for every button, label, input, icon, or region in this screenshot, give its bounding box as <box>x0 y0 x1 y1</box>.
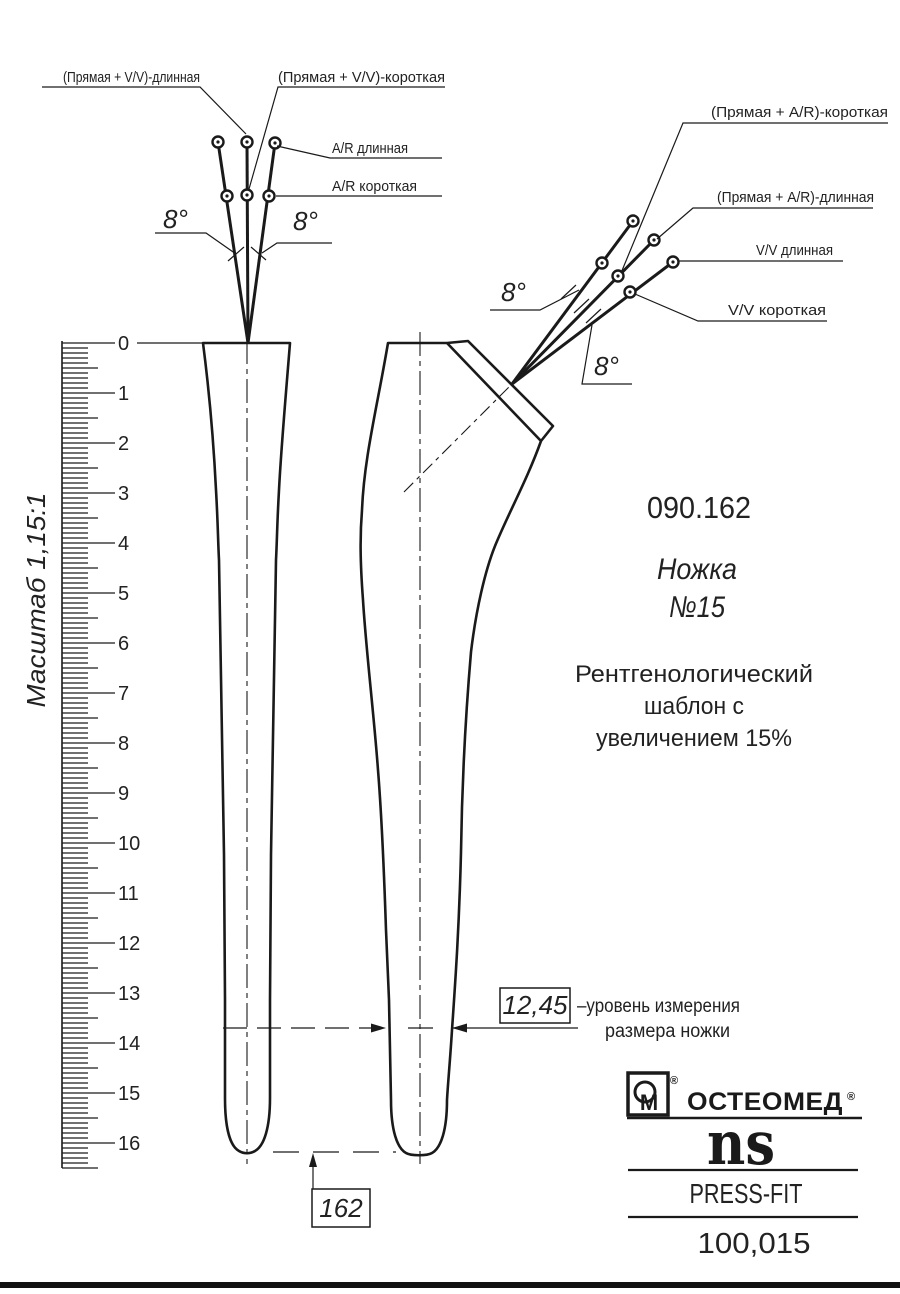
marker-dot <box>671 260 674 263</box>
label-straight-ar-long: (Прямая + A/R)-длинная <box>717 189 874 206</box>
marker-dot <box>267 194 270 197</box>
marker-dot <box>273 141 276 144</box>
angle-value-lower: 8° <box>594 351 619 381</box>
page-bottom-border <box>0 1282 900 1288</box>
stem-frontal-view <box>203 340 290 1164</box>
ruler-number: 5 <box>118 583 130 605</box>
marker-dot <box>631 219 634 222</box>
logo-registered-mark: ® <box>670 1075 679 1087</box>
part-code: 090.162 <box>647 490 751 525</box>
part-description-line3: увеличением 15% <box>596 725 792 752</box>
angle-leader-right <box>262 243 332 253</box>
ruler-number: 11 <box>118 883 139 905</box>
label-ar-short: A/R короткая <box>332 178 417 195</box>
part-title-block <box>575 490 813 752</box>
label-straight-vv-short: (Прямая + V/V)-короткая <box>278 69 445 86</box>
ruler-number: 13 <box>118 983 141 1005</box>
stem-lateral-view <box>361 332 553 1164</box>
brand-registered-mark: ® <box>847 1091 856 1103</box>
angle-value-right: 8° <box>293 206 318 236</box>
marker-dot <box>600 261 603 264</box>
part-description-line2: шаблон с <box>644 693 744 720</box>
fan-line-middle <box>512 240 654 384</box>
marker-dot <box>216 140 219 143</box>
marker-dot <box>245 193 248 196</box>
product-line: ns <box>707 1109 775 1179</box>
part-name: Ножка <box>657 553 737 586</box>
ruler-number: 15 <box>118 1083 141 1105</box>
ruler-number: 4 <box>118 533 130 555</box>
part-number: №15 <box>669 591 726 624</box>
marker-dot <box>245 140 248 143</box>
measurement-ruler <box>21 333 202 1168</box>
fan-line-left <box>218 142 248 343</box>
ruler-number: 9 <box>118 783 130 805</box>
angle-leader-left <box>155 233 236 254</box>
width-value: 12,45 <box>502 990 568 1020</box>
marker-dot <box>225 194 228 197</box>
ruler-number: 6 <box>118 633 130 655</box>
ruler-number: 14 <box>118 1033 141 1055</box>
neck-collar-inner-edge <box>447 343 541 441</box>
width-note-line2: размера ножки <box>605 1021 730 1042</box>
dimension-arrow-right-pointing <box>371 1024 386 1033</box>
ruler-number: 7 <box>118 683 130 705</box>
leader-straight-vv-long <box>42 87 246 134</box>
ruler-number: 16 <box>118 1133 141 1155</box>
right-neck-fan <box>490 104 888 384</box>
angle-value-upper: 8° <box>501 277 526 307</box>
label-vv-long: V/V длинная <box>756 242 833 259</box>
marker-dot <box>652 238 655 241</box>
fan-line-right <box>248 143 275 343</box>
fan-line-lower <box>512 262 673 384</box>
fan-line-center <box>247 142 248 343</box>
width-note-line1: –уровень измерения <box>577 996 740 1017</box>
stem-width-dimension <box>223 988 740 1042</box>
ruler-number: 0 <box>118 333 130 355</box>
angle-value-left: 8° <box>163 204 188 234</box>
leader-straight-ar-long <box>657 208 873 239</box>
series-name: PRESS-FIT <box>689 1178 803 1209</box>
part-description-line1: Рентгенологический <box>575 661 813 688</box>
model-number: 100,015 <box>697 1228 811 1260</box>
logo-monogram: М <box>639 1090 659 1115</box>
length-value: 162 <box>319 1193 363 1223</box>
label-straight-ar-short: (Прямая + A/R)-короткая <box>711 104 888 121</box>
label-ar-long: A/R длинная <box>332 140 408 157</box>
left-neck-fan <box>42 69 445 343</box>
marker-dot <box>628 290 631 293</box>
ruler-number: 12 <box>118 933 141 955</box>
ruler-number: 1 <box>118 383 130 405</box>
ruler-number: 8 <box>118 733 130 755</box>
ruler-number: 2 <box>118 433 130 455</box>
label-vv-short: V/V короткая <box>728 302 826 319</box>
dimension-arrow-up-pointing <box>309 1153 317 1167</box>
neck-axis-centerline <box>404 382 514 492</box>
ruler-number: 10 <box>118 833 141 855</box>
ruler-number: 3 <box>118 483 130 505</box>
stem-length-dimension <box>273 1152 396 1227</box>
scale-label: Масштаб 1,15:1 <box>21 506 51 708</box>
label-straight-vv-long: (Прямая + V/V)-длинная <box>63 69 200 86</box>
marker-dot <box>616 274 619 277</box>
brand-block <box>627 1073 862 1260</box>
brand-name: ОСТЕОМЕД <box>687 1088 843 1116</box>
ruler-ticks <box>62 343 115 1168</box>
stem-lateral-outline <box>361 341 553 1155</box>
